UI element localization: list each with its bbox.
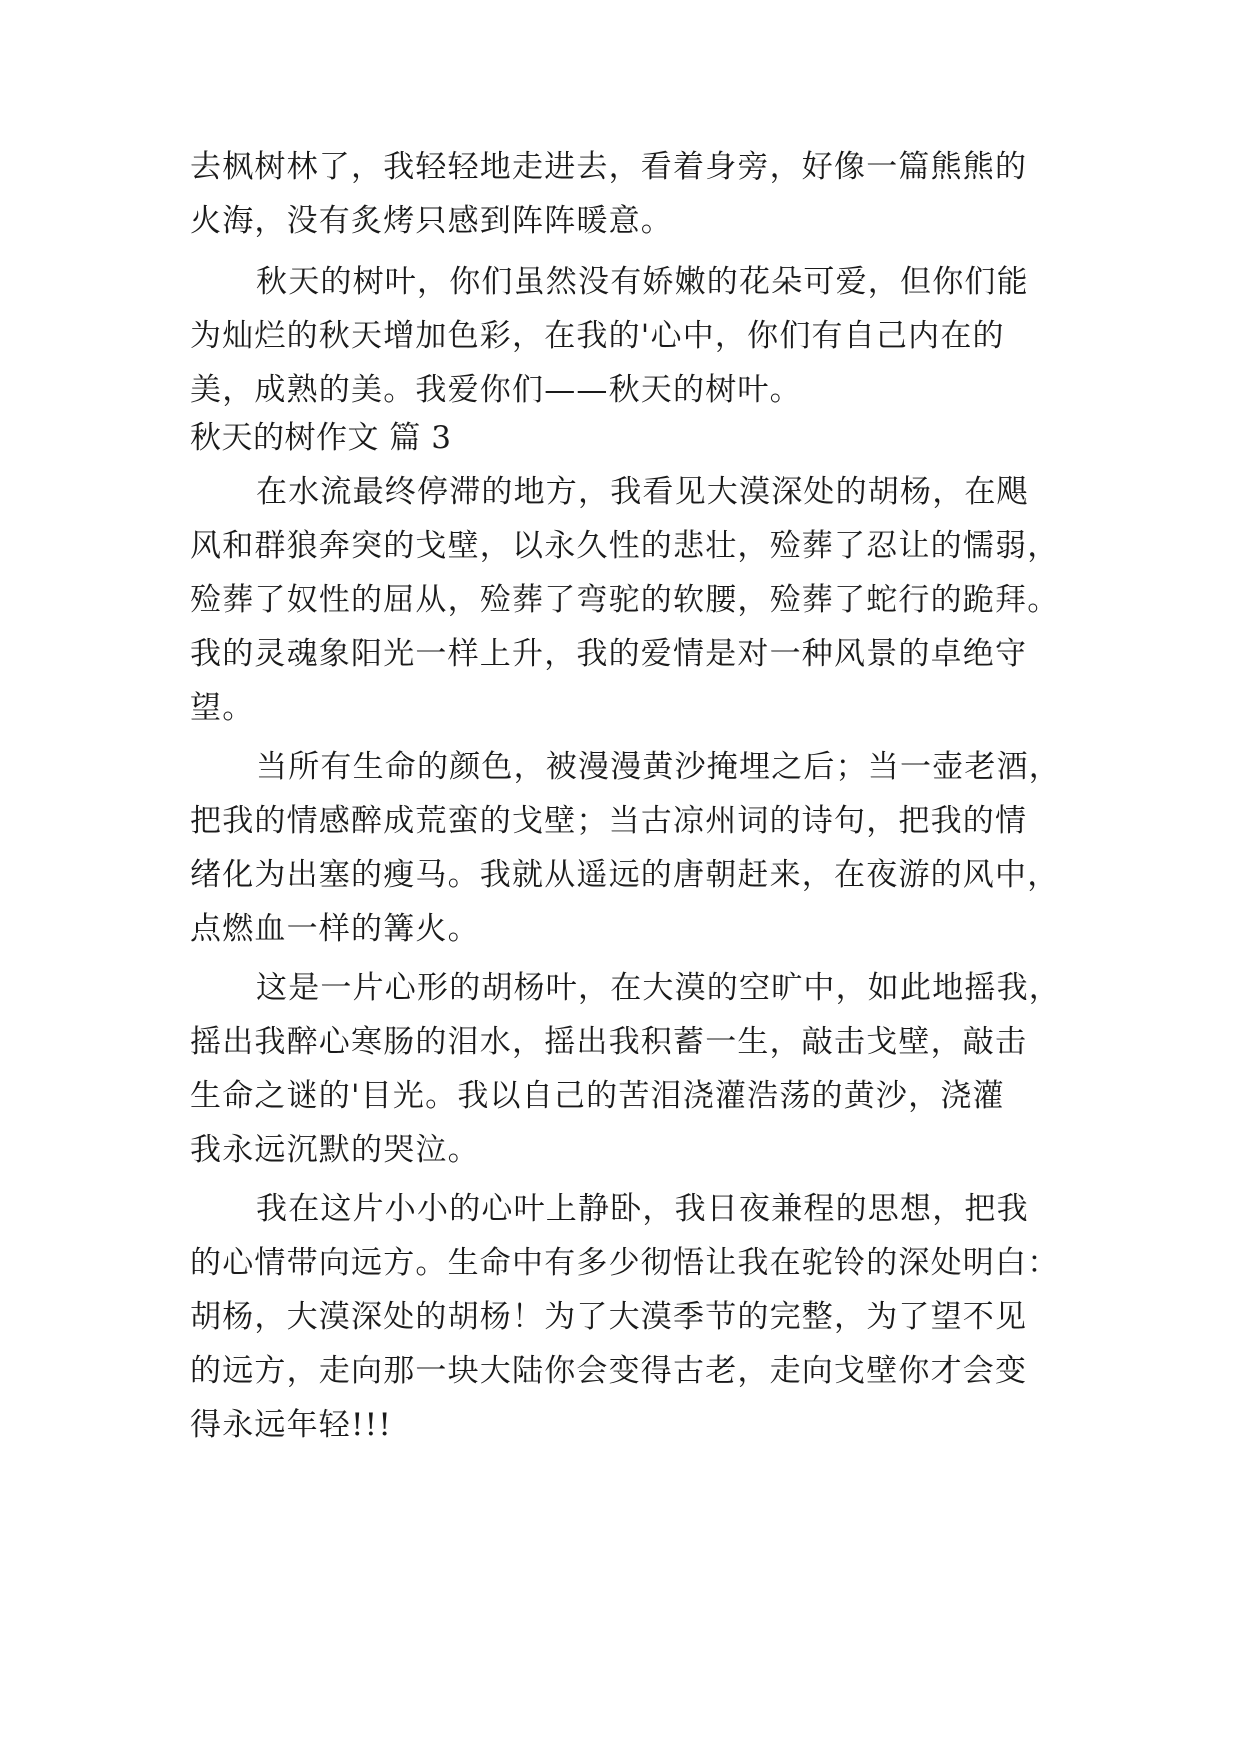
text-line: 美，成熟的美。我爱你们——秋天的树叶。 xyxy=(190,372,802,408)
text-line: 望。 xyxy=(190,690,255,726)
text-line: 秋天的树叶，你们虽然没有娇嫩的花朵可爱，但你们能 xyxy=(256,264,1029,300)
section-heading: 秋天的树作文 篇 3 xyxy=(190,420,452,456)
text-line: 在水流最终停滞的地方，我看见大漠深处的胡杨，在飓 xyxy=(256,474,1029,510)
text-line: 风和群狼奔突的戈壁，以永久性的悲壮，殓葬了忍让的懦弱， xyxy=(190,528,1060,564)
text-line: 胡杨，大漠深处的胡杨！为了大漠季节的完整，为了望不见 xyxy=(190,1299,1028,1335)
text-line: 得永远年轻!!! xyxy=(190,1407,392,1443)
text-line: 的心情带向远方。生命中有多少彻悟让我在驼铃的深处明白： xyxy=(190,1245,1060,1281)
text-line: 绪化为出塞的瘦马。我就从遥远的唐朝赶来，在夜游的风中， xyxy=(190,857,1060,893)
text-line: 摇出我醉心寒肠的泪水，摇出我积蓄一生，敲击戈壁，敲击 xyxy=(190,1024,1028,1060)
text-line: 殓葬了奴性的屈从，殓葬了弯驼的软腰，殓葬了蛇行的跪拜。 xyxy=(190,582,1060,618)
text-line: 把我的情感醉成荒蛮的戈壁；当古凉州词的诗句，把我的情 xyxy=(190,803,1028,839)
text-line: 我在这片小小的心叶上静卧，我日夜兼程的思想，把我 xyxy=(256,1191,1029,1227)
text-line: 这是一片心形的胡杨叶，在大漠的空旷中，如此地摇我， xyxy=(256,970,1061,1006)
text-line: 生命之谜的'目光。我以自己的苦泪浇灌浩荡的黄沙，浇灌 xyxy=(190,1078,1005,1114)
text-line: 火海，没有炙烤只感到阵阵暖意。 xyxy=(190,203,673,239)
text-line: 的远方，走向那一块大陆你会变得古老，走向戈壁你才会变 xyxy=(190,1353,1028,1389)
text-line: 我的灵魂象阳光一样上升，我的爱情是对一种风景的卓绝守 xyxy=(190,636,1028,672)
text-line: 当所有生命的颜色，被漫漫黄沙掩埋之后；当一壶老酒， xyxy=(256,749,1061,785)
text-line: 去枫树林了，我轻轻地走进去，看着身旁，好像一篇熊熊的 xyxy=(190,149,1028,185)
text-line: 我永远沉默的哭泣。 xyxy=(190,1132,480,1168)
text-line: 点燃血一样的篝火。 xyxy=(190,911,480,947)
text-line: 为灿烂的秋天增加色彩，在我的'心中，你们有自己内在的 xyxy=(190,318,1005,354)
